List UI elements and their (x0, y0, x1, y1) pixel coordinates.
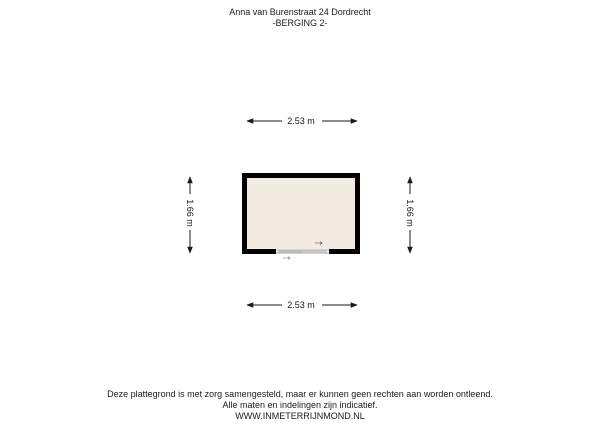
disclaimer-text: Deze plattegrond is met zorg samengesteld, maar er kunnen geen rechten aan worden ontleend. (107, 389, 493, 399)
website-link[interactable]: WWW.INMETERRIJNMOND.NL (235, 411, 365, 421)
dimension-label: 1.66 m (185, 199, 195, 227)
dimension-label: 1.66 m (405, 199, 415, 227)
dimension-label: 2.53 m (287, 116, 315, 126)
dimension-width-bottom (247, 300, 357, 310)
address-title: Anna van Burenstraat 24 Dordrecht (229, 7, 371, 17)
dimension-height-right (405, 177, 415, 253)
sliding-door-panel (302, 251, 327, 253)
indicative-note: Alle maten en indelingen zijn indicatief. (222, 400, 378, 410)
dimension-height-left (185, 177, 195, 253)
dimension-label: 2.53 m (287, 300, 315, 310)
door-arrow-icon (283, 257, 290, 260)
room-berging (242, 173, 360, 260)
dimension-width-top (247, 116, 357, 126)
room-title: -BERGING 2- (272, 18, 328, 28)
sliding-door-panel (278, 251, 304, 253)
room-floor (247, 178, 355, 249)
footer (0, 389, 600, 422)
